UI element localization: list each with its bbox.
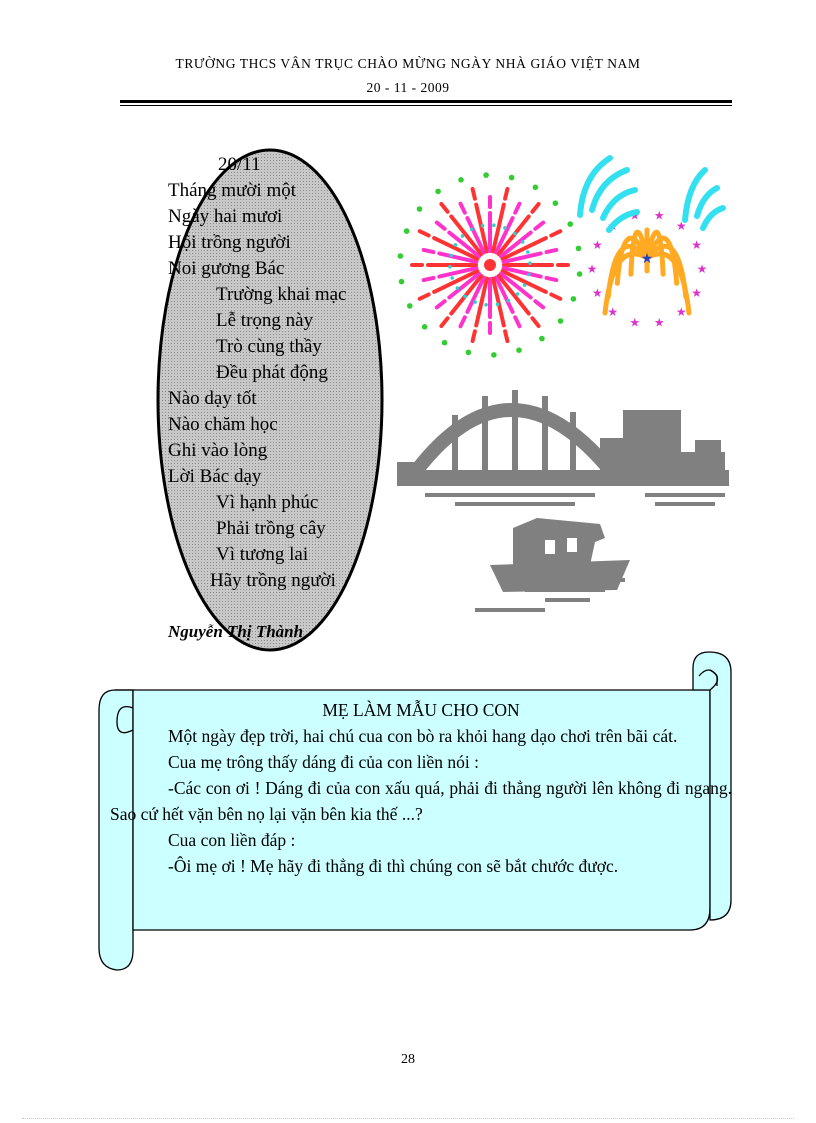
poem-line: Lễ trọng này (216, 310, 314, 331)
poem-line: Vì tương lai (216, 544, 309, 565)
footer-divider (22, 1118, 794, 1119)
story-paragraph: Cua mẹ trông thấy dáng đi của con liền nói : (168, 752, 480, 772)
poem-line: Ngày hai mươi (168, 206, 283, 227)
poem-line: Lời Bác dạy (168, 466, 262, 487)
story-title: MẸ LÀM MẪU CHO CON (322, 700, 520, 720)
poem-line: Ghi vào lòng (168, 440, 268, 461)
poem-line: Hội trồng người (168, 232, 291, 253)
story-paragraph: Cua con liền đáp : (168, 830, 296, 850)
svg-text:★: ★ (691, 238, 702, 253)
poem-line: Nào dạy tốt (168, 388, 257, 409)
story-paragraph: Một ngày đẹp trời, hai chú cua con bò ra khỏi hang dạo chơi trên bãi cát. (168, 726, 678, 746)
poem-line: Phải trồng cây (216, 518, 326, 539)
poem-line: Nào chăm học (168, 414, 278, 435)
svg-text:★: ★ (653, 208, 665, 223)
svg-text:★: ★ (592, 285, 603, 300)
firework-cyan-arcs-icon (580, 158, 723, 230)
header-title: TRƯỜNG THCS VÂN TRỤC CHÀO MỪNG NGÀY NHÀ GIÁO VIỆT NAM (175, 56, 641, 71)
poem-line: Đều phát động (216, 362, 328, 383)
svg-text:★: ★ (607, 305, 619, 319)
svg-text:★: ★ (653, 315, 665, 330)
svg-text:★: ★ (592, 238, 603, 253)
poem-line: 20/11 (218, 154, 261, 175)
poem-line: Noi gương Bác (168, 258, 285, 279)
svg-text:★: ★ (629, 208, 641, 223)
svg-text:★: ★ (629, 315, 641, 330)
svg-text:★: ★ (586, 262, 598, 276)
boat-icon (490, 518, 630, 592)
story-paragraph: -Ôi mẹ ơi ! Mẹ hãy đi thẳng đi thì chúng con sẽ bắt chước được. (168, 856, 619, 876)
fireworks-bridge-illustration (395, 140, 735, 630)
firework-small-icon (587, 208, 708, 329)
firework-large-icon (398, 172, 583, 357)
page-number: 28 (401, 1052, 415, 1067)
svg-text:★: ★ (640, 251, 654, 267)
story-text (110, 697, 732, 879)
svg-text:★: ★ (607, 219, 619, 233)
svg-text:★: ★ (691, 285, 702, 300)
story-paragraph: -Các con ơi ! Dáng đi của con xấu quá, phải đi thẳng người lên không đi ngang. Sao cứ hết vặn bên nọ lại vặn bên kia thế ...? (110, 778, 732, 824)
header-rule-thick (120, 100, 732, 103)
poem-line: Tháng mười một (168, 180, 296, 201)
poem-line: Hãy trồng người (210, 570, 336, 591)
svg-text:★: ★ (696, 262, 708, 276)
header-date: 20 - 11 - 2009 (366, 80, 450, 95)
svg-text:★: ★ (675, 305, 687, 319)
poem-line: Trò cùng thầy (216, 336, 322, 357)
poem-author: Nguyễn Thị Thành (168, 622, 304, 641)
poem-line: Vì hạnh phúc (216, 492, 319, 513)
svg-text:★: ★ (675, 219, 687, 233)
bridge-icon (417, 390, 610, 470)
poem-line: Trường khai mạc (216, 284, 347, 305)
header-rule-thin (120, 105, 732, 106)
